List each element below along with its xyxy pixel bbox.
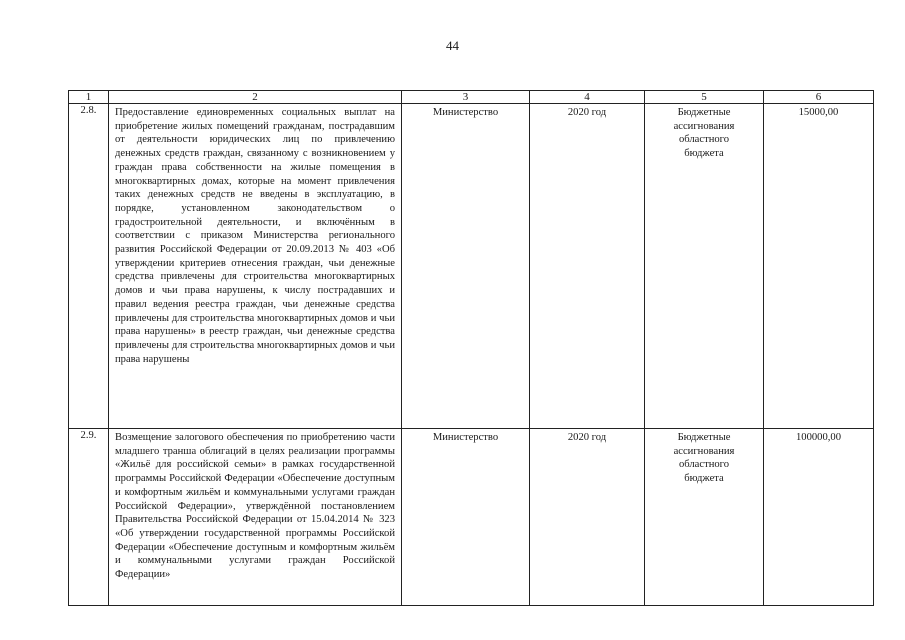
table-row bbox=[69, 429, 874, 606]
funding-source: Бюджетные ассигнования областного бюджета bbox=[645, 104, 764, 429]
column-header: 4 bbox=[530, 91, 645, 104]
row-number: 2.9. bbox=[69, 429, 109, 606]
column-header: 6 bbox=[764, 91, 874, 104]
column-header: 2 bbox=[109, 91, 402, 104]
column-header: 3 bbox=[402, 91, 530, 104]
measure-description: Возмещение залогового обеспечения по приобретению части младшего транша облигаций в целях реализации программы «Жильё для российской семьи» в рамках государственной программы Российской Федерации «Обеспечение доступным и комфортным жильём и коммунальными услугами граждан Российской Федерации», утверждённой постановлением Правительства Российской Федерации от 15.04.2014 № 323 «Об утверждении государственной программы Российской Федерации «Обеспечение доступным и комфортным жильём и коммунальными услугами граждан Российской Федерации» bbox=[109, 429, 402, 606]
page-number: 44 bbox=[446, 38, 459, 53]
column-header: 5 bbox=[645, 91, 764, 104]
column-number-row bbox=[69, 91, 874, 104]
column-header: 1 bbox=[69, 91, 109, 104]
period: 2020 год bbox=[530, 429, 645, 606]
funding-source: Бюджетные ассигнования областного бюджета bbox=[645, 429, 764, 606]
measure-description: Предоставление единовременных социальных выплат на приобретение жилых помещений гражданам, пострадавшим от деятельности юридических лиц по привлечению денежных средств граждан, связанному с возникновением у граждан права собственности на жилые помещения в многоквартирных домах, которые на момент привлечения таких денежных средств не введены в эксплуатацию, в порядке, установленном законодательством о градостроительной деятельности, и включённым в соответствии с приказом Министерства регионального развития Российской Федерации от 20.09.2013 № 403 «Об утверждении критериев отнесения граждан, чьи денежные средства привлечены для строительства многоквартирных домов и чьи права нарушены, к числу пострадавших и правил ведения реестра граждан, чьи денежные средства привлечены для строительства многоквартирных домов и чьи права нарушены» в реестр граждан, чьи денежные средства привлечены для строительства многоквартирных домов и чьи права нарушены bbox=[109, 104, 402, 429]
amount: 100000,00 bbox=[764, 429, 874, 606]
executor: Министерство bbox=[402, 429, 530, 606]
measures-table bbox=[68, 90, 874, 606]
period: 2020 год bbox=[530, 104, 645, 429]
executor: Министерство bbox=[402, 104, 530, 429]
row-number: 2.8. bbox=[69, 104, 109, 429]
table-row bbox=[69, 104, 874, 429]
amount: 15000,00 bbox=[764, 104, 874, 429]
